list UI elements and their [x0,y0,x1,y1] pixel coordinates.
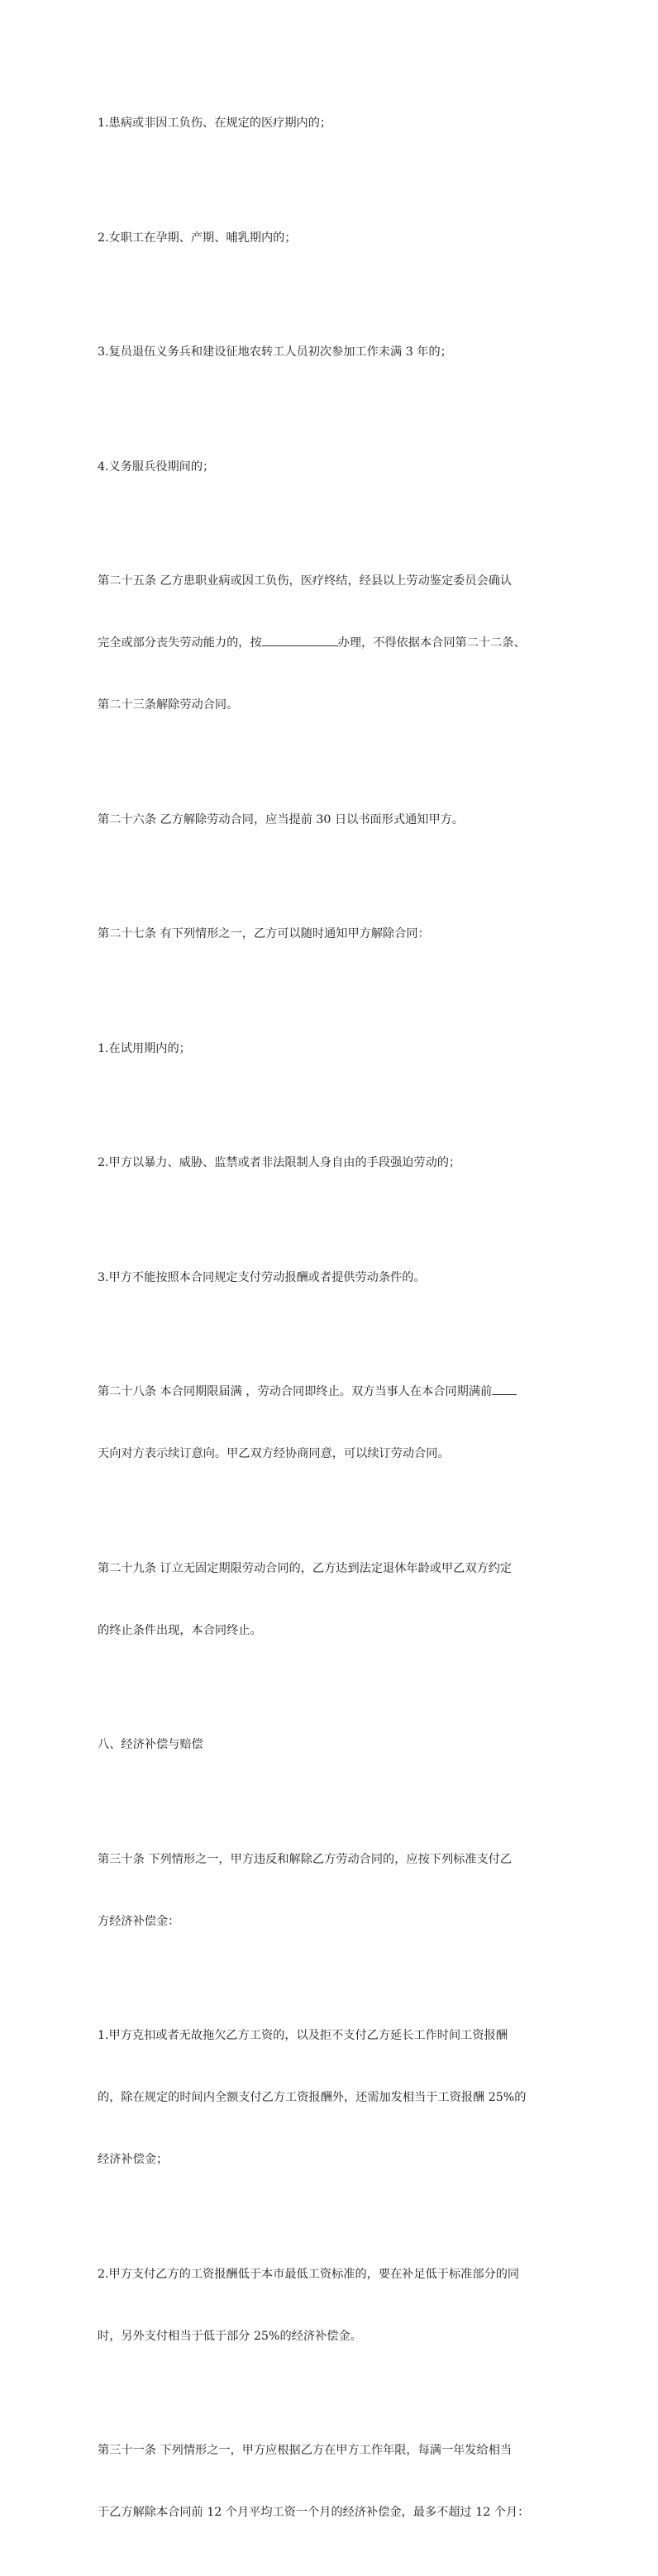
fill-in-blank[interactable] [262,634,338,646]
text-line: 1.甲方克扣或者无故拖欠乙方工资的，以及拒不支付乙方延长工作时间工资报酬 [98,2029,508,2042]
text-line: 第三十条 下列情形之一，甲方违反和解除乙方劳动合同的，应按下列标准支付乙 [98,1852,513,1866]
text-line: 第二十九条 订立无固定期限劳动合同的，乙方达到法定退休年龄或甲乙双方约定 [98,1561,513,1575]
text-line: 2.甲方支付乙方的工资报酬低于本市最低工资标准的，要在补足低于标准部分的同 [98,2267,520,2281]
article-26 [98,769,562,872]
text-segment: 第二十八条 本合同期限届满 ，劳动合同即终止。双方当事人在本合同期满前 [98,1385,493,1398]
clause-item-wage-arrears [98,1984,562,2212]
article-27 [98,883,562,986]
text-line: 第二十三条解除劳动合同。 [98,698,239,712]
text-segment: 完全或部分丧失劳动能力的，按 [98,636,262,650]
text-line: 1.患病或非因工负伤、在规定的医疗期内的； [98,117,332,130]
clause-item-pregnancy [98,187,562,290]
text-line: 方经济补偿金： [98,1914,180,1928]
fill-in-blank[interactable] [492,1383,517,1395]
clause-item-min-wage [98,2223,562,2388]
text-line: 第三十一条 下列情形之一，甲方应根据乙方在甲方工作年限，每满一年发给相当 [98,2444,513,2457]
text-line-with-blank [98,633,562,654]
text-line: 第二十七条 有下列情形之一，乙方可以随时通知甲方解除合同： [98,927,430,940]
article-31 [98,2399,562,2564]
text-line-with-blank [98,1382,562,1402]
text-line: 时，另外支付相当于低于部分 25%的经济补偿金。 [98,2329,362,2343]
text-line: 3.复员退伍义务兵和建设征地农转工人员初次参加工作未满 3 年的； [98,345,452,359]
text-line: 2.女职工在孕期、产期、哺乳期内的； [98,231,297,245]
text-line: 经济补偿金； [98,2153,169,2166]
article-25 [98,530,562,757]
text-line: 天向对方表示续订意向。甲乙双方经协商同意，可以续订劳动合同。 [98,1447,450,1460]
text-line: 第二十五条 乙方患职业病或因工负伤，医疗终结，经县以上劳动鉴定委员会确认 [98,574,513,588]
text-line: 的，除在规定的时间内全额支付乙方工资报酬外，还需加发相当于工资报酬 25%的 [98,2091,527,2104]
text-line: 2.甲方以暴力、威胁、监禁或者非法限制人身自由的手段强迫劳动的； [98,1156,461,1169]
clause-item-military [98,416,562,519]
article-28 [98,1340,562,1506]
text-line: 4.义务服兵役期间的； [98,459,215,474]
text-line: 1.在试用期内的； [98,1041,191,1055]
clause-item-probation [98,998,562,1101]
section-heading [98,1693,562,1797]
clause-item-illness [98,72,562,175]
article-30 [98,1808,562,1974]
text-line: 3.甲方不能按照本合同规定支付劳动报酬或者提供劳动条件的。 [98,1270,426,1284]
text-line: 于乙方解除本合同前 12 个月平均工资一个月的经济补偿金，最多不超过 12 个月： [98,2506,530,2519]
clause-item-veterans [98,301,562,404]
text-line: 的终止条件出现，本合同终止。 [98,1623,262,1637]
text-line: 第二十六条 乙方解除劳动合同，应当提前 30 日以书面形式通知甲方。 [98,812,465,826]
clause-item-forced-labor [98,1112,562,1215]
contract-page [98,72,562,2576]
clause-item-unpaid [98,1226,562,1330]
text-line: 八、经济补偿与赔偿 [98,1738,203,1751]
article-29 [98,1517,562,1683]
text-segment: 办理，不得依据本合同第二十二条、 [337,636,526,650]
